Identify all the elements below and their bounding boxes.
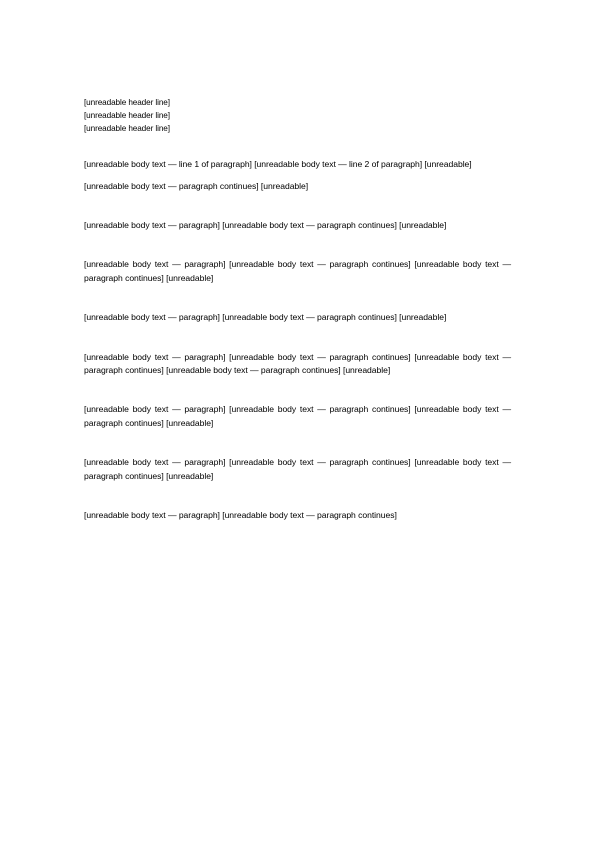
body-paragraph: [unreadable body text — paragraph] [unreadable body text — paragraph continues] [unreadable body text — paragraph continues] [unreadable] — [84, 404, 511, 428]
body-paragraph: [unreadable body text — paragraph continues] [unreadable] — [84, 180, 309, 191]
body-paragraph: [unreadable body text — paragraph] [unreadable body text — paragraph continues] [unreadable body text — paragraph continues] [unreadable] — [84, 259, 511, 283]
body-paragraph: [unreadable body text — paragraph] [unreadable body text — paragraph continues] [unreadable] — [84, 312, 447, 323]
body-paragraph: [unreadable body text — paragraph] [unreadable body text — paragraph continues] — [84, 510, 397, 521]
body-paragraph: [unreadable body text — paragraph] [unreadable body text — paragraph continues] [unreadable body text — paragraph continues] [unreadable] — [84, 457, 511, 481]
body-paragraph: [unreadable body text — paragraph] [unreadable body text — paragraph continues] [unreadable] — [84, 220, 447, 231]
header-line: [unreadable header line] — [84, 111, 170, 121]
document-header — [84, 96, 511, 136]
header-line: [unreadable header line] — [84, 98, 170, 107]
header-line: [unreadable header line] — [84, 124, 170, 134]
body-paragraph: [unreadable body text — line 1 of paragraph] [unreadable body text — line 2 of paragraph] [unreadable] — [84, 158, 472, 169]
body-paragraph: [unreadable body text — paragraph] [unreadable body text — paragraph continues] [unreadable body text — paragraph continues] [unreadable body text — paragraph continues] [unreadable] — [84, 351, 511, 376]
